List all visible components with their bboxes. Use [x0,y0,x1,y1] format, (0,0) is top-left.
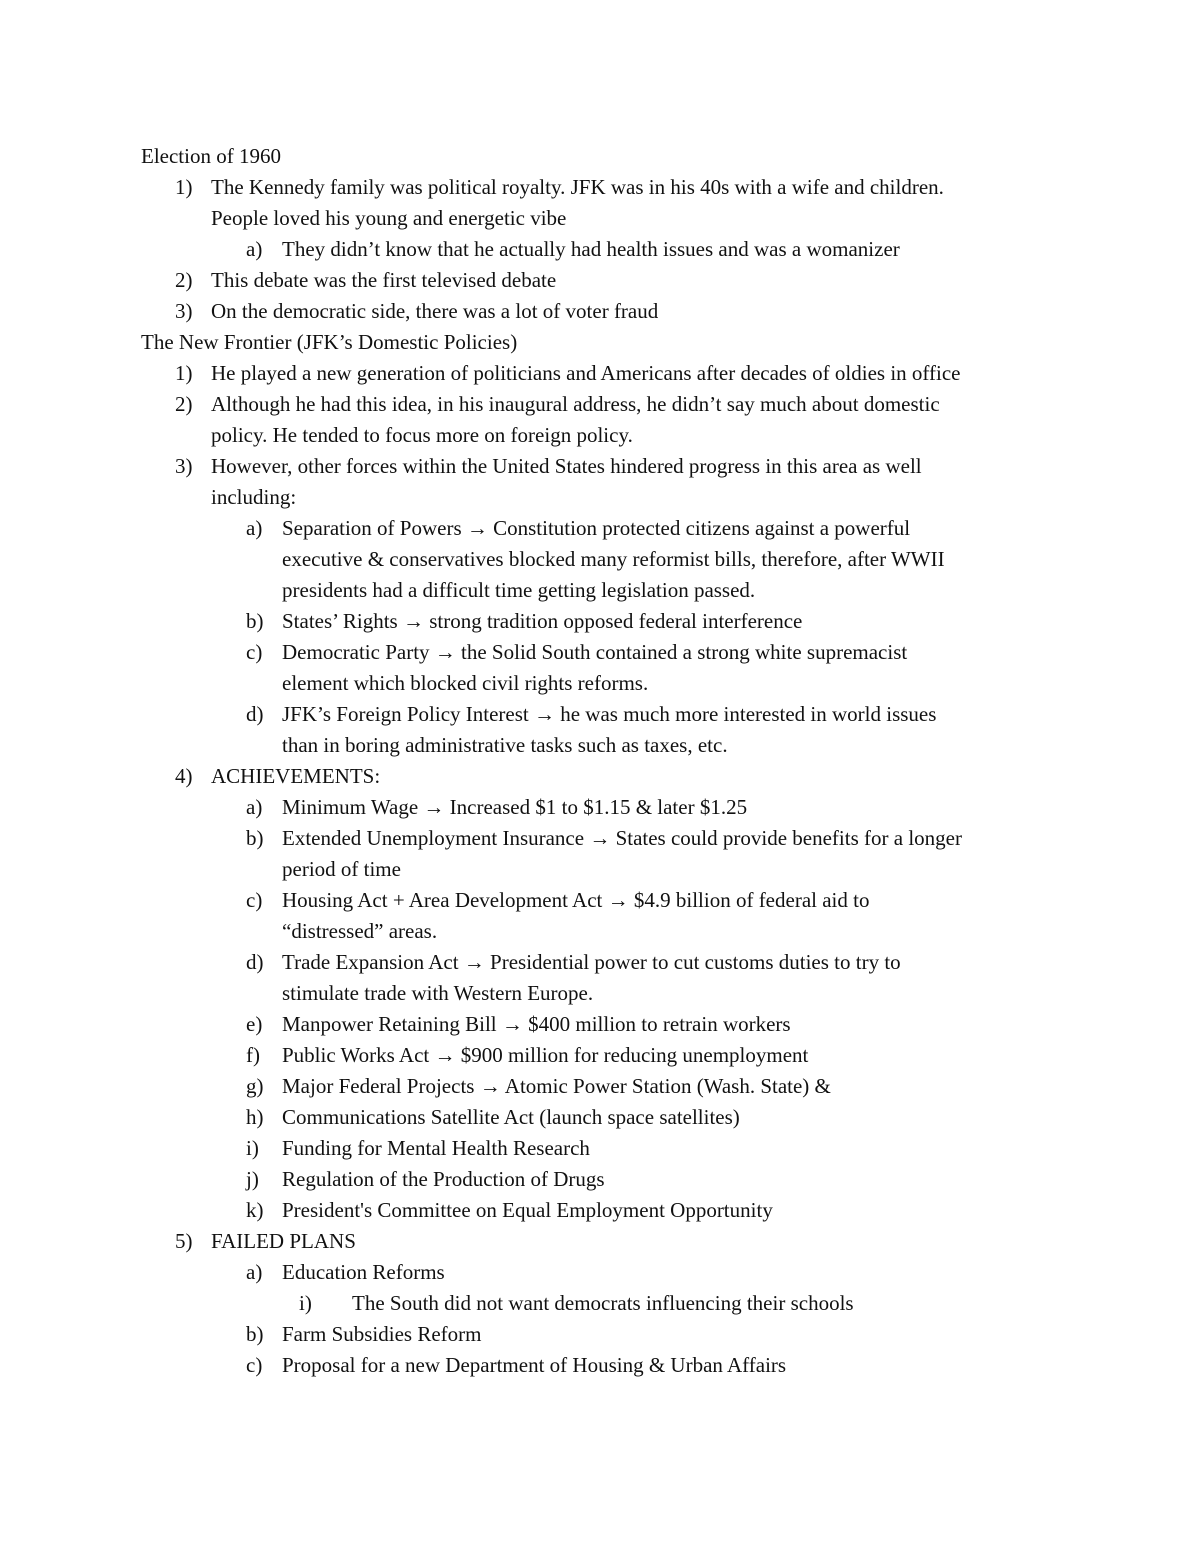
list-subitem [141,823,1061,854]
list-item-text: This debate was the first televised debate [211,268,557,292]
list-item-text: However, other forces within the United States hindered progress in this area as well [211,454,922,478]
list-marker: 1) [175,175,193,199]
list-item-continuation: People loved his young and energetic vibe [211,206,567,230]
list-item-text: Housing Act + Area Development Act → $4.9 billion of federal aid to [282,888,870,912]
list-marker: d) [246,950,264,974]
list-marker: a) [246,516,263,540]
section-heading: Election of 1960 [141,144,281,168]
list-marker: i) [246,1136,259,1160]
list-marker: a) [246,237,263,261]
list-item-text: On the democratic side, there was a lot of voter fraud [211,299,659,323]
list-item [141,172,1061,203]
list-item-text: Major Federal Projects → Atomic Power Station (Wash. State) & [282,1074,831,1098]
list-subitem-continuation: period of time [282,857,401,881]
list-marker: e) [246,1012,263,1036]
list-item-text: The South did not want democrats influencing their schools [352,1291,854,1315]
list-subitem [141,699,1061,730]
list-marker: g) [246,1074,264,1098]
list-item-text: Funding for Mental Health Research [282,1136,590,1160]
list-item-text: Although he had this idea, in his inaugural address, he didn’t say much about domestic [211,392,940,416]
list-marker: c) [246,640,263,664]
list-subitem [141,1319,1061,1350]
list-item-text: He played a new generation of politicians and Americans after decades of oldies in office [211,361,961,385]
list-marker: 3) [175,454,193,478]
list-subitem-continuation: than in boring administrative tasks such as taxes, etc. [282,733,728,757]
list-subitem [141,1009,1061,1040]
list-item-text: Farm Subsidies Reform [282,1322,482,1346]
list-subitem [141,1102,1061,1133]
list-item-continuation: including: [211,485,297,509]
list-item-text: States’ Rights → strong tradition opposed federal interference [282,609,803,633]
list-subitem [141,1195,1061,1226]
list-item-text: Democratic Party → the Solid South contained a strong white supremacist [282,640,908,664]
list-marker: k) [246,1198,264,1222]
list-subitem [141,885,1061,916]
list-item-text: Communications Satellite Act (launch space satellites) [282,1105,740,1129]
list-subitem [141,1040,1061,1071]
list-item-text: Manpower Retaining Bill → $400 million to retrain workers [282,1012,791,1036]
list-item-text: President's Committee on Equal Employment Opportunity [282,1198,773,1222]
list-marker: 4) [175,764,193,788]
list-item [141,358,1061,389]
list-subitem [141,1257,1061,1288]
list-marker: c) [246,1353,263,1377]
list-marker: a) [246,795,263,819]
list-subitem [141,792,1061,823]
list-item [141,761,1061,792]
list-subitem [141,637,1061,668]
list-subsubitem [141,1288,1061,1319]
list-marker: b) [246,1322,264,1346]
list-marker: 1) [175,361,193,385]
list-item-continuation: policy. He tended to focus more on foreign policy. [211,423,633,447]
list-item-text: They didn’t know that he actually had health issues and was a womanizer [282,237,900,261]
list-item-text: Trade Expansion Act → Presidential power to cut customs duties to try to [282,950,901,974]
list-marker: 3) [175,299,193,323]
list-item [141,1226,1061,1257]
list-item-text: Education Reforms [282,1260,445,1284]
list-marker: f) [246,1043,260,1067]
list-subitem [141,606,1061,637]
list-marker: b) [246,826,264,850]
list-marker: 2) [175,392,193,416]
list-item-text: ACHIEVEMENTS: [211,764,381,788]
list-item-text: Separation of Powers → Constitution protected citizens against a powerful [282,516,911,540]
list-subitem [141,1350,1061,1381]
list-subitem-continuation: element which blocked civil rights reforms. [282,671,649,695]
list-subitem-continuation: presidents had a difficult time getting legislation passed. [282,578,756,602]
list-item-text: Proposal for a new Department of Housing & Urban Affairs [282,1353,787,1377]
list-subitem-continuation: “distressed” areas. [282,919,438,943]
list-subitem [141,234,1061,265]
list-item-text: FAILED PLANS [211,1229,356,1253]
list-item [141,389,1061,420]
list-item [141,265,1061,296]
list-item-text: Regulation of the Production of Drugs [282,1167,605,1191]
list-item-text: Public Works Act → $900 million for reducing unemployment [282,1043,809,1067]
list-item-text: Extended Unemployment Insurance → States could provide benefits for a longer [282,826,962,850]
list-subitem [141,1133,1061,1164]
list-subitem [141,947,1061,978]
list-subitem-continuation: executive & conservatives blocked many reformist bills, therefore, after WWII [282,547,945,571]
list-subitem-continuation: stimulate trade with Western Europe. [282,981,594,1005]
section-heading: The New Frontier (JFK’s Domestic Policies) [141,330,518,354]
list-item [141,451,1061,482]
list-marker: b) [246,609,264,633]
list-marker: j) [246,1167,259,1191]
list-marker: 2) [175,268,193,292]
notes-body [141,141,1061,1381]
list-subitem [141,1071,1061,1102]
list-item-text: The Kennedy family was political royalty. JFK was in his 40s with a wife and children. [211,175,944,199]
list-subitem [141,1164,1061,1195]
list-marker: a) [246,1260,263,1284]
list-item-text: JFK’s Foreign Policy Interest → he was much more interested in world issues [282,702,937,726]
list-subitem [141,513,1061,544]
list-marker: i) [299,1291,312,1315]
list-item-text: Minimum Wage → Increased $1 to $1.15 & later $1.25 [282,795,748,819]
list-marker: d) [246,702,264,726]
list-marker: c) [246,888,263,912]
list-item [141,296,1061,327]
list-marker: 5) [175,1229,193,1253]
list-marker: h) [246,1105,264,1129]
